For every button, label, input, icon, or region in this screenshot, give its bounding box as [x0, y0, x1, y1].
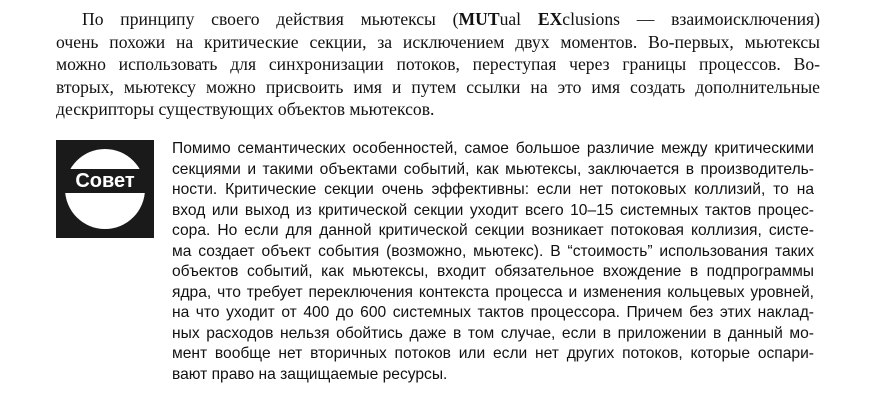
- tip-line: мент вообще нет вторичных потоков или если нет других потоков, которые оспари-: [172, 345, 814, 362]
- paragraph-line: можно использовать для синхронизации потоков, переступая через границы процессов. Во-: [56, 54, 820, 74]
- text-run: По принципу своего действия мьютексы (: [82, 9, 459, 29]
- bold-run: MUT: [458, 9, 500, 29]
- tip-text: [172, 139, 814, 385]
- text-run: clusions — взаимоисключения): [562, 9, 820, 29]
- body-paragraph: [56, 8, 820, 121]
- tip-line: сора. Но если для данной критической секции возникает потоковая коллизия, систе-: [172, 222, 814, 239]
- tip-line: на что уходит от 400 до 600 системных тактов процессора. Причем без этих наклад-: [172, 304, 814, 321]
- tip-line: вают право на защищаемые ресурсы.: [172, 365, 448, 383]
- tip-badge-icon: [56, 140, 154, 238]
- tip-line: объектов событий, как мьютексы, входит обязательное вхождение в подпрограммы: [172, 263, 814, 280]
- paragraph-line: очень похожи на критические секции, за исключением двух моментов. Во-первых, мьютексы: [56, 31, 820, 52]
- text-run: ual: [499, 9, 538, 29]
- tip-line: ных расходов нельзя обойтись даже в том случае, если в приложении в данный мо-: [172, 324, 814, 342]
- tip-line: секциями и такими объектами событий, как мьютексы, заключается в производитель-: [172, 160, 814, 178]
- paragraph-line: дескрипторы существующих объектов мьютексов.: [56, 99, 435, 119]
- tip-badge-label: Совет: [56, 169, 154, 193]
- tip-line: ядра, что требует переключения контекста процесса и изменения кольцевых уровней,: [172, 283, 814, 301]
- tip-line: Помимо семантических особенностей, самое большое различие между критическими: [172, 140, 814, 157]
- paragraph-line: [56, 8, 820, 31]
- tip-line: вход или выход из критической секции уходит всего 10–15 системных тактов процес-: [172, 201, 814, 219]
- tip-line: ма создает объект события (возможно, мьютекс). В “стоимость” использования таких: [172, 242, 814, 260]
- bold-run: EX: [537, 9, 563, 29]
- tip-line: ности. Критические секции очень эффективны: если нет потоковых коллизий, то на: [172, 181, 814, 198]
- paragraph-line: вторых, мьютексу можно присвоить имя и путем ссылки на это имя создать дополнительные: [56, 76, 820, 97]
